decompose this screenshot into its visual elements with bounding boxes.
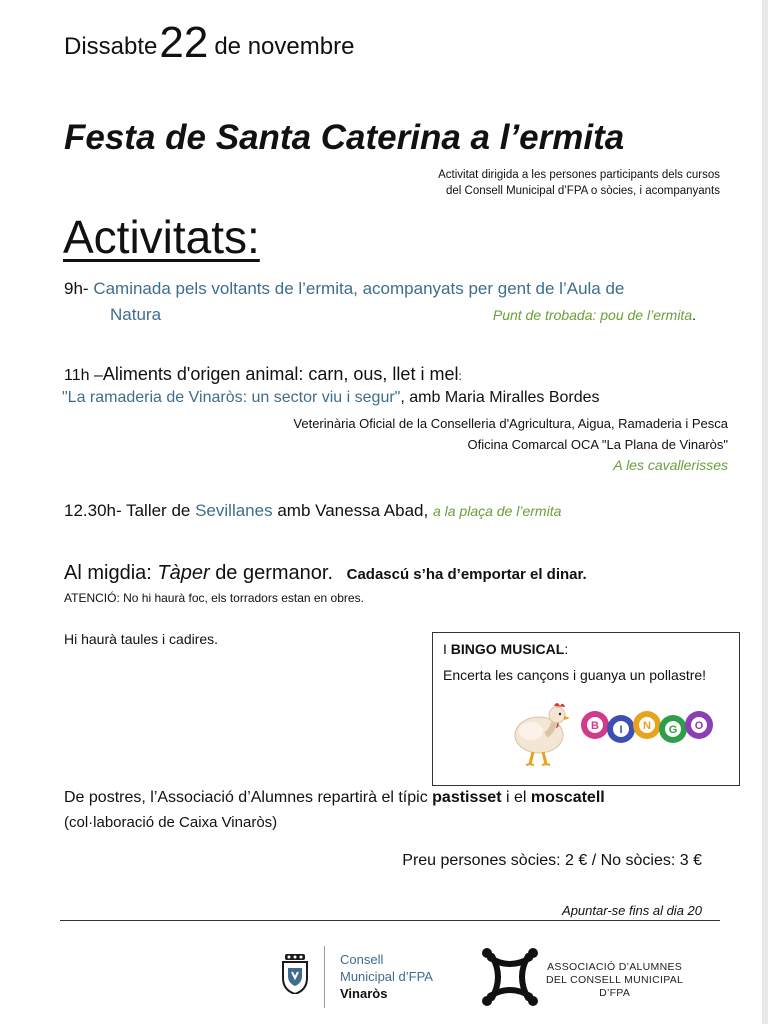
tables-note: Hi haurà taules i cadires.: [64, 631, 219, 647]
association-logo-text: ASSOCIACIÓ D’ALUMNES DEL CONSELL MUNICIPAL D’FPA: [546, 961, 684, 999]
lunch-label: Al migdia:: [64, 562, 152, 584]
activity-3-prefix: Taller de: [126, 501, 191, 520]
day-number: 22: [159, 18, 209, 67]
chicken-icon: [509, 697, 575, 769]
consell-logo-text: Consell Municipal d’FPA Vinaròs: [340, 952, 433, 1001]
talk-title: "La ramaderia de Vinaròs: un sector viu i segur": [62, 389, 401, 406]
svg-text:I: I: [619, 724, 623, 736]
bingo-text: Encerta les cançons i guanya un pollastre!: [443, 667, 707, 683]
bingo-ball-b: [581, 711, 609, 739]
collaboration: (col·laboració de Caixa Vinaròs): [64, 814, 278, 831]
activity-3-location: a la plaça de l’ermita: [432, 503, 562, 519]
audience-note: [340, 167, 720, 199]
audience-line-2: del Consell Municipal d’FPA o sòcies, i acompanyants: [445, 185, 720, 197]
activity-1: [64, 279, 624, 299]
activity-3-with: amb Vanessa Abad,: [277, 501, 429, 520]
page-edge: [762, 0, 768, 1024]
divider-line: [60, 920, 720, 921]
activity-3: [64, 501, 561, 521]
activity-3-time: 12.30h-: [64, 501, 122, 520]
lunch: [64, 562, 587, 585]
activity-2-topic-end: :: [458, 369, 462, 383]
activity-2-location: A les cavallerisses: [613, 457, 728, 473]
desserts: [64, 789, 605, 807]
bingo-ball-g: [659, 715, 687, 743]
desserts-prefix: De postres, l’Associació d’Alumnes repartirà el típic: [64, 789, 428, 806]
activity-1-time: 9h-: [64, 279, 89, 298]
vinaros-shield-logo: [280, 954, 310, 994]
weekday: Dissabte: [64, 33, 158, 60]
activity-2-talk: [62, 389, 600, 407]
activity-2-topic: Aliments d'origen animal: carn, ous, llet i mel: [102, 364, 459, 384]
activity-2-time: 11h –: [64, 367, 103, 384]
activity-3-dance: Sevillanes: [195, 501, 273, 520]
desserts-and: i el: [505, 789, 527, 806]
activity-2: [64, 364, 462, 385]
bingo-ball-o: [685, 711, 713, 739]
month: de novembre: [214, 33, 355, 60]
dessert-item-1: pastisset: [432, 789, 502, 806]
deadline: Apuntar-se fins al dia 20: [562, 903, 702, 918]
price: Preu persones sòcies: 2 € / No sòcies: 3 €: [402, 852, 702, 869]
svg-text:O: O: [694, 720, 704, 732]
event-date: [64, 18, 354, 68]
bingo-ball-i: [607, 715, 635, 743]
speaker: , amb Maria Miralles Bordes: [400, 389, 600, 406]
speaker-role-1: Veterinària Oficial de la Conselleria d'Agricultura, Aigua, Ramaderia i Pesca: [293, 416, 728, 431]
speaker-details: [293, 413, 728, 476]
activity-1-location: Punt de trobada: pou de l’ermita.: [492, 307, 696, 323]
taper: Tàper: [157, 562, 210, 584]
activity-1-text-line2: Natura: [110, 305, 162, 324]
association-logo: [480, 946, 540, 1008]
dessert-item-2: moscatell: [530, 789, 605, 806]
bingo-box: [432, 632, 740, 786]
bingo-balls: [579, 707, 719, 747]
logo-divider: [324, 946, 325, 1008]
lunch-rest: de germanor.: [215, 562, 334, 584]
svg-text:B: B: [591, 720, 599, 732]
speaker-role-2: Oficina Comarcal OCA "La Plana de Vinaròs": [467, 437, 728, 452]
lunch-note: Cadascú s’ha d’emportar el dinar.: [346, 566, 587, 583]
bingo-title: I BINGO MUSICAL:: [443, 641, 569, 657]
activity-1-text: Caminada pels voltants de l’ermita, acompanyats per gent de l’Aula de: [93, 279, 625, 298]
event-title: Festa de Santa Caterina a l’ermita: [64, 118, 625, 157]
activities-heading: Activitats:: [63, 211, 260, 263]
audience-line-1: Activitat dirigida a les persones participants dels cursos: [438, 169, 720, 181]
svg-text:N: N: [643, 720, 651, 732]
bingo-ball-n: [633, 711, 661, 739]
warning-text: ATENCIÓ: No hi haurà foc, els torradors estan en obres.: [64, 591, 364, 605]
svg-text:G: G: [668, 724, 678, 736]
